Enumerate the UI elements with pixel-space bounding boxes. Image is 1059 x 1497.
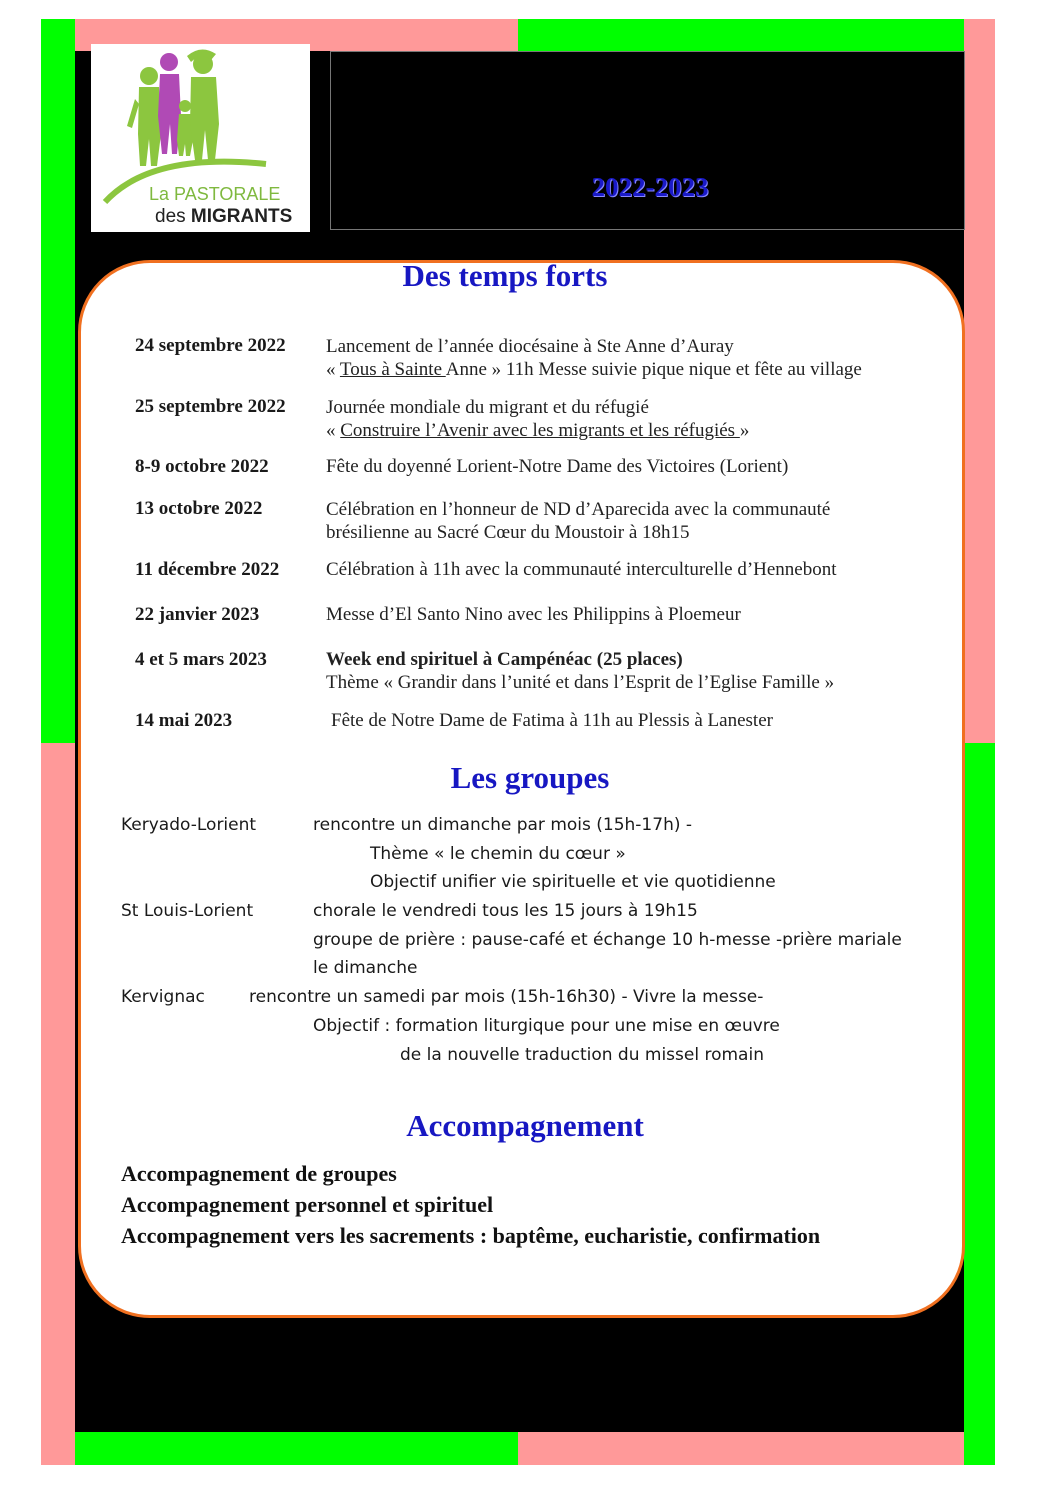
event-description: Journée mondiale du migrant et du réfugié « Construire l’Avenir avec les migrants et les réfugiés » [326,397,750,441]
event-description: Célébration en l’honneur de ND d’Aparecida avec la communauté brésilienne au Sacré Cœur du Moustoir à 18h15 [326,499,831,543]
logo [91,44,310,232]
group-stlouis-line2: groupe de prière : pause-café et échange 10 h-messe -prière mariale [313,930,902,950]
event-description: Messe d’El Santo Nino avec les Philippins à Ploemeur [326,604,741,625]
logo-text-migrants: des MIGRANTS [155,206,293,227]
year-title: 2022-2023 [591,172,709,202]
accompagnement-item: Accompagnement vers les sacrements : baptême, eucharistie, confirmation [121,1223,821,1248]
section-title-groupes: Les groupes [450,760,610,795]
event-description: Fête du doyenné Lorient-Notre Dame des Victoires (Lorient) [326,456,789,477]
event-description: Fête de Notre Dame de Fatima à 11h au Plessis à Lanester [331,710,773,731]
frame-green-left-top [41,19,75,743]
group-keryado-line1: rencontre un dimanche par mois (15h-17h) - [313,815,693,835]
group-stlouis-line3: le dimanche [313,958,418,978]
event-description: Lancement de l’année diocésaine à Ste Anne d’Auray « Tous à Sainte Anne » 11h Messe suivie pique nique et fête au village [326,336,862,380]
group-keryado-line3: Objectif unifier vie spirituelle et vie quotidienne [370,872,776,892]
frame-green-bottom-left [75,1432,518,1465]
header-box [330,51,965,230]
event-date: 13 octobre 2022 [135,498,263,519]
group-name-stlouis: St Louis-Lorient [121,901,254,921]
event-date: 8-9 octobre 2022 [135,456,269,477]
group-name-keryado: Keryado-Lorient [121,815,257,835]
event-date: 11 décembre 2022 [135,559,280,580]
accompagnement-item: Accompagnement de groupes [121,1161,397,1186]
event-date: 14 mai 2023 [135,710,233,731]
event-date: 24 septembre 2022 [135,335,286,356]
section-title-temps-forts: Des temps forts [402,258,608,293]
event-description: Week end spirituel à Campénéac (25 places) Thème « Grandir dans l’unité et dans l’Esprit de l’Eglise Famille » [326,649,835,693]
frame-green-top-right [518,19,964,51]
event-description: Célébration à 11h avec la communauté interculturelle d’Hennebont [326,559,837,580]
event-date: 22 janvier 2023 [135,604,260,625]
logo-text-pastorale: La PASTORALE [149,184,281,204]
frame-pink-left-bottom [41,743,75,1465]
event-date: 4 et 5 mars 2023 [135,649,267,670]
group-stlouis-line1: chorale le vendredi tous les 15 jours à 19h15 [313,901,698,921]
group-kervignac-line2: Objectif : formation liturgique pour une mise en œuvre [313,1016,780,1036]
group-kervignac-line1: rencontre un samedi par mois (15h-16h30) - Vivre la messe- [249,987,764,1007]
group-keryado-line2: Thème « le chemin du cœur » [370,844,626,864]
frame-green-right-bottom [964,743,995,1465]
event-date: 25 septembre 2022 [135,396,286,417]
accompagnement-item: Accompagnement personnel et spirituel [121,1192,494,1217]
frame-pink-right-top [964,19,995,743]
group-kervignac-line3: de la nouvelle traduction du missel romain [400,1045,764,1065]
event-link[interactable]: Tous à Sainte [339,359,446,380]
section-title-accompagnement: Accompagnement [406,1108,644,1143]
frame-pink-bottom-right [518,1432,964,1465]
group-name-kervignac: Kervignac [121,987,205,1007]
event-link[interactable]: Construire l’Avenir avec les migrants et les réfugiés [340,420,740,441]
